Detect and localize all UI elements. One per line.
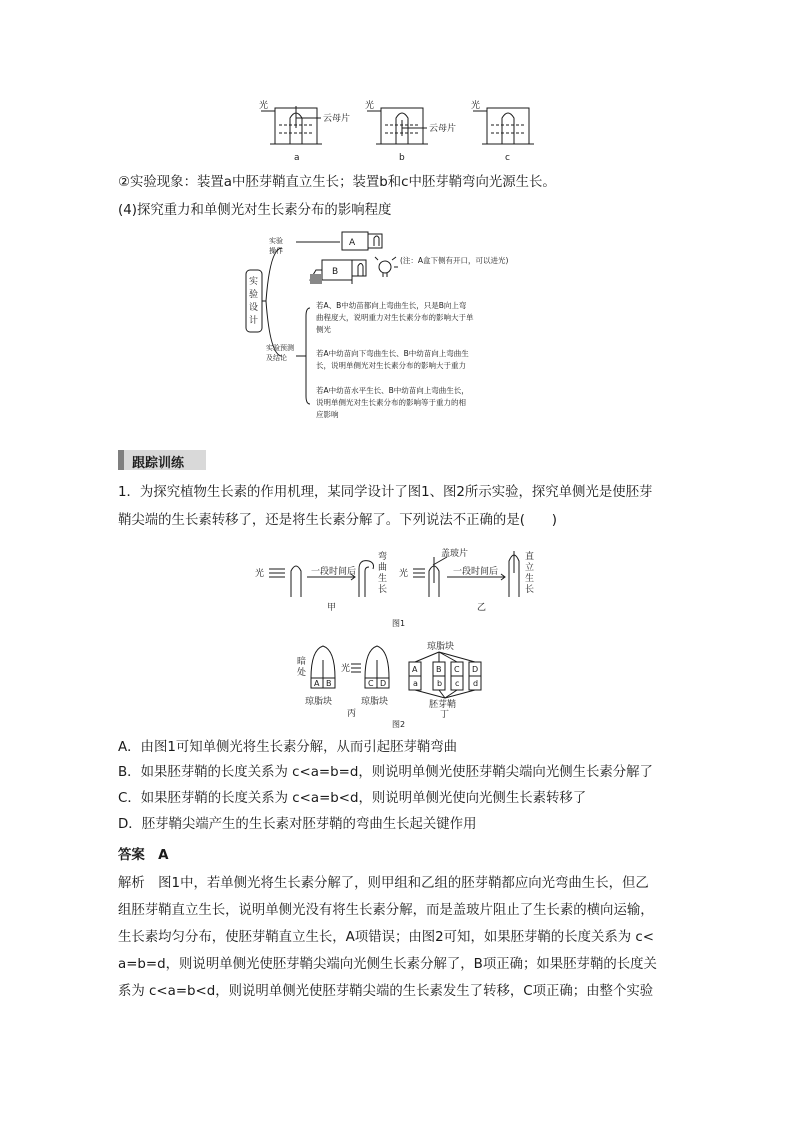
mica-label-b: 云母片 [429,124,457,134]
prediction-3-line-1: 若A中幼苗水平生长、B中幼苗向上弯曲生长， [316,386,469,395]
design-label-3: 设 [249,303,259,313]
prediction-label-2: 及结论 [266,354,287,362]
fig1-jia-label: 甲 [327,603,337,613]
mica-label-a: 云母片 [323,114,351,124]
prediction-1-line-1: 若A、B中幼苗都向上弯曲生长，只是B向上弯 [316,301,467,310]
figure-2 [295,638,515,730]
option-c: C．如果胚芽鞘的长度关系为 c<a=b<d，则说明单侧光使向光侧生长素转移了 [118,791,587,806]
fig2-lower-b: b [437,679,443,688]
apparatus-label-b: b [399,153,405,163]
question-line-2: 鞘尖端的生长素转移了，还是将生长素分解了。下列说法不正确的是( ) [118,513,557,528]
fig2-caption: 图2 [392,720,406,729]
fig1-bend-1: 弯 [378,552,388,562]
fig2-block-d: D [472,665,479,674]
prediction-2-line-2: 长，说明单侧光对生长素分布的影响大于重力 [316,361,466,370]
fig2-bing-label: 丙 [347,709,357,719]
option-b: B．如果胚芽鞘的长度关系为 c<a=b=d，则说明单侧光使胚芽鞘尖端向光侧生长素分解了 [118,765,653,780]
fig2-coleoptile-label: 胚芽鞘 [429,700,457,710]
apparatus-label-c: c [505,153,510,163]
design-note: (注：A盒下侧有开口，可以进光) [400,256,509,265]
fig2-lower-a: a [413,679,418,688]
figure-1 [255,547,545,629]
analysis-line-1: 解析 图1中，若单侧光将生长素分解了，则甲组和乙组的胚芽鞘都应向光弯曲生长，但乙 [118,876,649,891]
analysis-line-4: a=b=d，则说明单侧光使胚芽鞘尖端向光侧生长素分解了，B项正确；如果胚芽鞘的长度关 [118,957,657,972]
light-label-c: 光 [471,101,481,111]
apparatus-label-a: a [294,153,300,163]
fig1-upright-2: 立 [525,563,535,573]
section-4-title: (4)探究重力和单侧光对生长素分布的影响程度 [118,203,392,218]
apparatus-figure [255,96,545,166]
fig2-agar-label-left: 琼脂块 [305,697,333,707]
fig2-agar-label-right: 琼脂块 [361,697,389,707]
fig1-yi-label: 乙 [477,603,487,613]
analysis-line-5: 系为 c<a=b<d，则说明单侧光使胚芽鞘尖端的生长素发生了转移，C项正确；由整个实验 [118,984,654,999]
fig2-block-c: C [454,665,460,674]
light-label-b: 光 [365,101,375,111]
section-band [118,450,206,470]
fig2-block-a: A [412,665,418,674]
option-a: A．由图1可知单侧光将生长素分解，从而引起胚芽鞘弯曲 [118,740,458,755]
box-a-label: A [349,238,356,248]
prediction-1-line-3: 侧光 [316,325,331,334]
fig1-caption: 图1 [392,619,406,628]
fig2-dark-1: 暗 [297,657,307,667]
fig1-light-label-yi: 光 [399,569,409,579]
fig2-agar-label-top: 琼脂块 [427,642,455,652]
fig2-lower-c: c [455,679,460,688]
design-label-1: 实 [249,277,259,287]
question-line-1: 1．为探究植物生长素的作用机理，某同学设计了图1、图2所示实验，探究单侧光是使胚芽 [118,485,653,500]
fig1-upright-3: 生 [525,574,535,584]
fig2-block-a-top: A [314,679,320,688]
observation-text: ②实验现象：装置a中胚芽鞘直立生长；装置b和c中胚芽鞘弯向光源生长。 [118,175,556,190]
box-b-label: B [332,267,339,277]
fig2-lower-d: d [473,679,479,688]
prediction-label-1: 实验预测 [266,344,294,352]
fig2-light-label: 光 [341,664,351,674]
operation-label-1: 实验 [269,237,283,245]
design-diagram [240,228,570,428]
fig2-block-d-top: D [380,679,387,688]
design-label-4: 计 [249,316,259,326]
design-label-2: 验 [249,290,259,300]
answer: 答案 A [118,848,169,863]
fig2-ding-label: 丁 [440,710,450,720]
fig1-cover-label: 盖玻片 [441,549,469,559]
light-label-a: 光 [259,101,269,111]
fig1-after-label-yi: 一段时间后 [453,567,499,577]
prediction-3-line-3: 应影响 [316,410,339,419]
fig2-block-b-top: B [326,679,332,688]
fig1-after-label-jia: 一段时间后 [311,567,357,577]
analysis-line-2: 组胚芽鞘直立生长，说明单侧光没有将生长素分解，而是盖玻片阻止了生长素的横向运输， [118,903,654,918]
analysis-line-3: 生长素均匀分布，使胚芽鞘直立生长，A项错误；由图2可知，如果胚芽鞘的长度关系为 c< [118,930,654,945]
fig1-bend-2: 曲 [378,563,388,573]
fig2-block-c-top: C [368,679,374,688]
section-band-label: 跟踪训练 [132,456,185,471]
operation-label-2: 操作 [269,247,283,255]
fig2-block-b: B [436,665,442,674]
prediction-3-line-2: 说明单侧光对生长素分布的影响等于重力的相 [316,398,466,407]
fig1-upright-4: 长 [525,585,535,595]
prediction-2-line-1: 若A中幼苗向下弯曲生长、B中幼苗向上弯曲生 [316,349,469,358]
prediction-1-line-2: 曲程度大，说明重力对生长素分布的影响大于单 [316,313,474,322]
fig1-light-label-jia: 光 [255,569,265,579]
fig2-dark-2: 处 [297,668,307,678]
fig1-upright-1: 直 [525,552,535,562]
fig1-bend-4: 长 [378,585,388,595]
option-d: D．胚芽鞘尖端产生的生长素对胚芽鞘的弯曲生长起关键作用 [118,817,477,832]
fig1-bend-3: 生 [378,574,388,584]
